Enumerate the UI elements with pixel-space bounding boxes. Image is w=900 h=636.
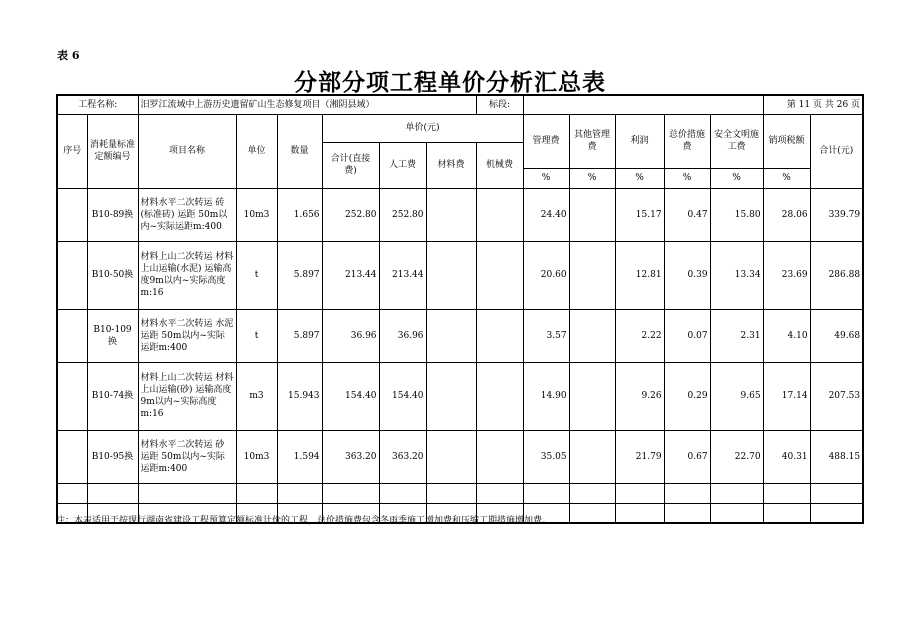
row-labor: 36.96	[379, 309, 426, 362]
row-measures: 0.07	[664, 309, 710, 362]
row-name: 材料水平二次转运 水泥 运距 50m以内~实际运距m:400	[138, 309, 236, 362]
row-other-mgmt	[569, 309, 615, 362]
row-measures: 0.29	[664, 362, 710, 430]
row-subtotal: 252.80	[322, 188, 379, 241]
row-name: 材料水平二次转运 砖(标准砖) 运距 50m以内~实际运距m:400	[138, 188, 236, 241]
page-indicator: 第 11 页 共 26 页	[763, 95, 863, 114]
row-machine	[476, 309, 523, 362]
row-code: B10-74换	[87, 362, 138, 430]
row-machine	[476, 362, 523, 430]
table-row	[57, 241, 863, 309]
row-seq	[57, 188, 87, 241]
header-machine: 机械费	[476, 142, 523, 188]
header-subtotal: 合计(直接费)	[322, 142, 379, 188]
row-subtotal: 36.96	[322, 309, 379, 362]
row-qty: 15.943	[277, 362, 322, 430]
row-unit: 10m3	[236, 430, 277, 483]
header-mgmt: 管理费	[523, 114, 569, 168]
row-total: 49.68	[810, 309, 863, 362]
unit-price-summary-table	[56, 94, 864, 524]
row-material	[426, 362, 476, 430]
table-number: 表 6	[57, 49, 80, 62]
header-unit-price: 单价(元)	[322, 114, 523, 142]
header-material: 材料费	[426, 142, 476, 188]
row-code: B10-89换	[87, 188, 138, 241]
row-unit: t	[236, 309, 277, 362]
row-other-mgmt	[569, 241, 615, 309]
row-total: 339.79	[810, 188, 863, 241]
header-labor: 人工费	[379, 142, 426, 188]
row-vat: 23.69	[763, 241, 810, 309]
row-seq	[57, 241, 87, 309]
header-row-1	[57, 114, 863, 142]
info-row	[57, 95, 863, 114]
header-pct: %	[763, 168, 810, 188]
row-total: 207.53	[810, 362, 863, 430]
table-row	[57, 309, 863, 362]
row-labor: 213.44	[379, 241, 426, 309]
header-vat: 销项税额	[763, 114, 810, 168]
row-material	[426, 309, 476, 362]
row-profit: 21.79	[615, 430, 664, 483]
row-profit: 15.17	[615, 188, 664, 241]
row-code: B10-50换	[87, 241, 138, 309]
row-labor: 363.20	[379, 430, 426, 483]
row-other-mgmt	[569, 430, 615, 483]
row-machine	[476, 430, 523, 483]
header-pct: %	[523, 168, 569, 188]
header-pct: %	[569, 168, 615, 188]
row-unit: 10m3	[236, 188, 277, 241]
row-subtotal: 363.20	[322, 430, 379, 483]
row-qty: 1.594	[277, 430, 322, 483]
header-quota-code: 消耗量标准定额编号	[87, 114, 138, 188]
row-qty: 1.656	[277, 188, 322, 241]
section-label: 标段:	[476, 95, 523, 114]
row-subtotal: 213.44	[322, 241, 379, 309]
row-qty: 5.897	[277, 309, 322, 362]
row-safety: 15.80	[710, 188, 763, 241]
row-labor: 252.80	[379, 188, 426, 241]
row-unit: m3	[236, 362, 277, 430]
row-total: 488.15	[810, 430, 863, 483]
row-vat: 40.31	[763, 430, 810, 483]
row-other-mgmt	[569, 362, 615, 430]
header-total-measures: 总价措施费	[664, 114, 710, 168]
row-safety: 13.34	[710, 241, 763, 309]
row-mgmt: 14.90	[523, 362, 569, 430]
row-total: 286.88	[810, 241, 863, 309]
row-profit: 12.81	[615, 241, 664, 309]
row-material	[426, 430, 476, 483]
row-mgmt: 24.40	[523, 188, 569, 241]
row-name: 材料上山二次转运 材料上山运输(水泥) 运输高度9m以内~实际高度m:16	[138, 241, 236, 309]
row-code: B10-95换	[87, 430, 138, 483]
row-vat: 4.10	[763, 309, 810, 362]
row-measures: 0.39	[664, 241, 710, 309]
header-other-mgmt: 其他管理费	[569, 114, 615, 168]
row-mgmt: 3.57	[523, 309, 569, 362]
row-name: 材料上山二次转运 材料上山运输(砂) 运输高度9m以内~实际高度m:16	[138, 362, 236, 430]
row-material	[426, 241, 476, 309]
header-total: 合计(元)	[810, 114, 863, 188]
row-name: 材料水平二次转运 砂 运距 50m以内~实际运距m:400	[138, 430, 236, 483]
project-label: 工程名称:	[57, 95, 138, 114]
row-measures: 0.67	[664, 430, 710, 483]
project-name: 汨罗江流域中上游历史遗留矿山生态修复项目（湘阴县域）	[138, 95, 476, 114]
header-seq: 序号	[57, 114, 87, 188]
section-value	[523, 95, 763, 114]
row-subtotal: 154.40	[322, 362, 379, 430]
header-pct: %	[664, 168, 710, 188]
header-quantity: 数量	[277, 114, 322, 188]
row-mgmt: 20.60	[523, 241, 569, 309]
row-machine	[476, 188, 523, 241]
row-code: B10-109换	[87, 309, 138, 362]
header-pct: %	[615, 168, 664, 188]
page-title: 分部分项工程单价分析汇总表	[294, 70, 606, 96]
row-vat: 17.14	[763, 362, 810, 430]
header-profit: 利润	[615, 114, 664, 168]
row-seq	[57, 362, 87, 430]
row-unit: t	[236, 241, 277, 309]
header-unit: 单位	[236, 114, 277, 188]
row-safety: 9.65	[710, 362, 763, 430]
row-material	[426, 188, 476, 241]
header-item-name: 项目名称	[138, 114, 236, 188]
empty-row	[57, 483, 863, 503]
row-vat: 28.06	[763, 188, 810, 241]
row-profit: 2.22	[615, 309, 664, 362]
header-safety: 安全文明施工费	[710, 114, 763, 168]
row-qty: 5.897	[277, 241, 322, 309]
row-seq	[57, 430, 87, 483]
table-row	[57, 188, 863, 241]
row-mgmt: 35.05	[523, 430, 569, 483]
header-pct: %	[710, 168, 763, 188]
table-row	[57, 430, 863, 483]
table-row	[57, 362, 863, 430]
row-safety: 2.31	[710, 309, 763, 362]
row-other-mgmt	[569, 188, 615, 241]
row-labor: 154.40	[379, 362, 426, 430]
row-measures: 0.47	[664, 188, 710, 241]
row-machine	[476, 241, 523, 309]
row-profit: 9.26	[615, 362, 664, 430]
row-safety: 22.70	[710, 430, 763, 483]
row-seq	[57, 309, 87, 362]
footnote: 注：本表适用于按现行湖南省建设工程预算定额标准计价的工程，总价措施费包含冬雨季施工增加费和压缩工期措施增加费。	[56, 516, 552, 526]
